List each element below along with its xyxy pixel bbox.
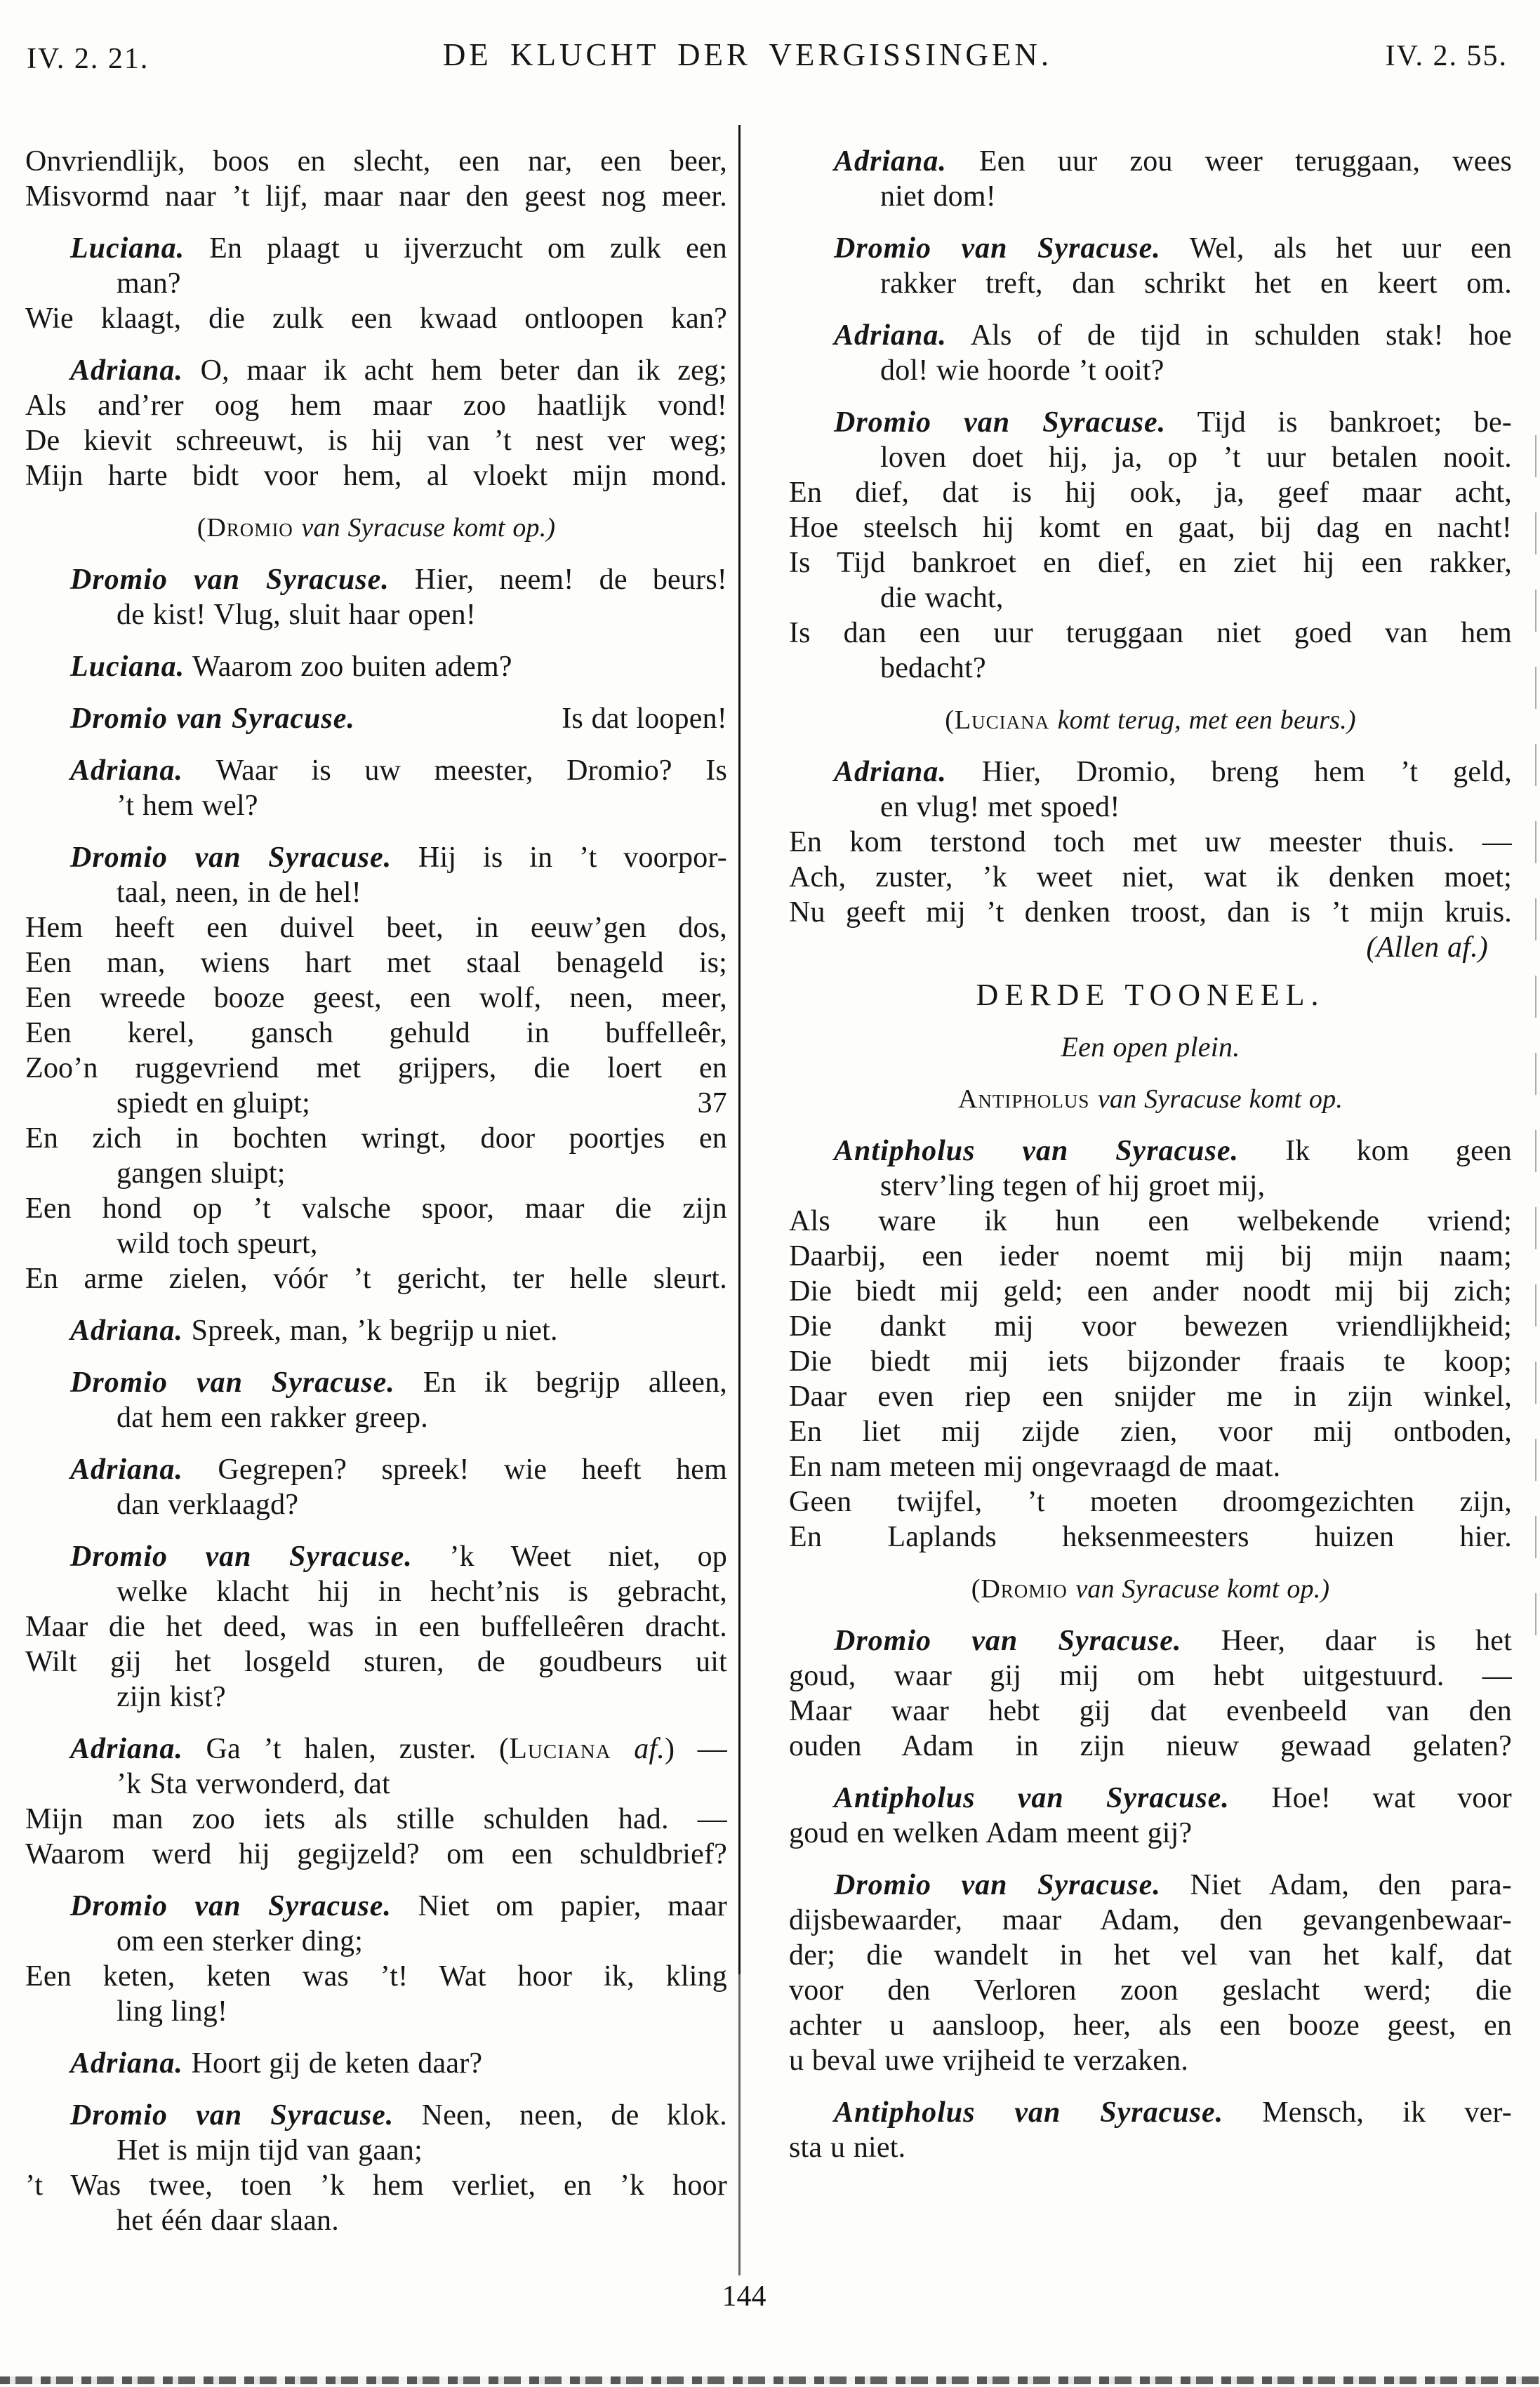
text-segment: Ga ’t halen, zuster. ( — [182, 1733, 510, 1765]
text-segment: Hier, Dromio, breng hem ’t geld, — [946, 756, 1512, 788]
speech-line — [25, 231, 727, 266]
verse-line — [789, 1449, 1512, 1484]
speech-line — [789, 405, 1512, 440]
text-segment: Ik kom geen — [1239, 1135, 1512, 1167]
text-segment: taal, neen, in de hel! — [117, 877, 361, 909]
text-segment: en vlug! met spoed! — [880, 791, 1120, 823]
text-segment: Als and’rer oog hem maar zoo haatlijk vond! — [25, 390, 727, 422]
verse-line — [25, 144, 727, 179]
verse-line — [25, 266, 727, 301]
speaker-name: Dromio van Syracuse. — [70, 1367, 395, 1399]
text-segment: het één daar slaan. — [117, 2205, 339, 2237]
text-segment: van Syracuse komt op.) — [301, 513, 556, 543]
verse-line — [789, 1938, 1512, 1973]
text-segment: sterv’ling tegen of hij groet mij, — [880, 1170, 1266, 1202]
text-segment: Die biedt mij geld; een ander noodt mij bij zich; — [789, 1275, 1512, 1308]
text-segment: (Dromio — [197, 513, 302, 543]
speaker-name: Antipholus van Syracuse. — [834, 1782, 1230, 1814]
speech-line — [789, 318, 1512, 353]
text-segment: Een open plein. — [1061, 1031, 1240, 1063]
speech-line — [25, 753, 727, 788]
verse-line — [789, 545, 1512, 580]
text-segment: af. — [611, 1733, 665, 1765]
text-segment: En zich in bochten wringt, door poortjes en — [25, 1122, 727, 1155]
verse-line — [25, 1156, 727, 1191]
text-segment: bedacht? — [880, 652, 986, 684]
text-segment: Luciana — [509, 1733, 611, 1765]
text-segment: Mijn man zoo iets als stille schulden had. — — [25, 1803, 727, 1835]
verse-line — [789, 895, 1512, 930]
stage-direction — [25, 510, 727, 545]
text-segment: die wacht, — [880, 582, 1004, 614]
verse-line — [25, 945, 727, 980]
verse-line — [789, 1274, 1512, 1309]
verse-line — [789, 1694, 1512, 1729]
verse-line — [25, 788, 727, 823]
verse-line — [25, 1086, 727, 1121]
speech-line — [789, 1133, 1512, 1169]
text-segment: Tijd is bankroet; be- — [1166, 406, 1512, 439]
verse-line — [25, 458, 727, 493]
text-segment: ’k Weet niet, op — [412, 1541, 727, 1573]
text-segment: ouden Adam in zijn nieuw gewaad gelaten? — [789, 1730, 1512, 1762]
speech-line — [25, 1452, 727, 1487]
text-column-right — [789, 144, 1512, 2165]
verse-line — [789, 651, 1512, 686]
text-segment: Onvriendlijk, boos en slecht, een nar, een beer, — [25, 145, 727, 178]
text-segment: Een man, wiens hart met staal benageld is; — [25, 947, 727, 979]
text-segment: spiedt en gluipt; — [117, 1087, 311, 1119]
text-segment: Is dan een uur teruggaan niet goed van hem — [789, 617, 1512, 649]
text-column-left — [25, 144, 727, 2238]
scan-edge-line-artifact — [1535, 435, 1536, 1663]
verse-line — [789, 440, 1512, 475]
speaker-name: Dromio van Syracuse. — [70, 1541, 413, 1573]
text-segment: Als ware ik hun een welbekende vriend; — [789, 1205, 1512, 1237]
verse-line — [25, 1574, 727, 1609]
speaker-name: Dromio van Syracuse. — [834, 406, 1167, 439]
text-segment: rakker treft, dan schrikt het en keert om. — [880, 267, 1512, 300]
text-segment: Hoort gij de keten daar? — [182, 2047, 483, 2080]
verse-line — [789, 475, 1512, 510]
text-segment: Neen, neen, de klok. — [394, 2099, 727, 2132]
verse-line — [789, 1379, 1512, 1414]
speaker-name: Adriana. — [834, 756, 947, 788]
speaker-name: Adriana. — [70, 1733, 183, 1765]
speech-line — [25, 1539, 727, 1574]
verse-line — [789, 1973, 1512, 2008]
text-segment: Wie klaagt, die zulk een kwaad ontloopen kan? — [25, 302, 727, 335]
speech-line — [789, 1868, 1512, 1903]
verse-line — [25, 2203, 727, 2238]
speech-line — [789, 231, 1512, 266]
verse-line — [25, 910, 727, 945]
speaker-name: Dromio van Syracuse. — [70, 2099, 394, 2132]
text-segment: Een kerel, gansch gehuld in buffelleêr, — [25, 1017, 727, 1049]
speaker-name: Adriana. — [70, 1315, 183, 1347]
verse-line — [25, 597, 727, 632]
text-segment: Misvormd naar ’t lijf, maar naar den geest nog meer. — [25, 180, 727, 213]
speaker-name: Dromio van Syracuse. — [70, 842, 392, 874]
speech-line — [25, 701, 727, 736]
text-segment: En Laplands heksenmeesters huizen hier. — [789, 1521, 1512, 1553]
running-title: DE KLUCHT DER VERGISSINGEN. — [442, 37, 1053, 72]
text-segment: Die biedt mij iets bijzonder fraais te koop; — [789, 1345, 1512, 1378]
text-segment: Waarom werd hij gegijzeld? om een schuldbrief? — [25, 1838, 727, 1870]
speech-line — [25, 1889, 727, 1924]
verse-line — [25, 179, 727, 214]
verse-line — [789, 1729, 1512, 1764]
verse-line — [789, 2008, 1512, 2043]
text-segment: En kom terstond toch met uw meester thuis. — — [789, 826, 1512, 858]
text-segment: sta u niet. — [789, 2132, 906, 2164]
text-segment: En ik begrijp alleen, — [394, 1367, 727, 1399]
text-segment: En liet mij zijde zien, voor mij ontboden, — [789, 1416, 1512, 1448]
verse-line — [25, 1016, 727, 1051]
verse-line — [25, 388, 727, 423]
text-segment: u beval uwe vrijheid te verzaken. — [789, 2044, 1189, 2077]
verse-line — [25, 2133, 727, 2168]
text-segment: Een uur zou weer teruggaan, wees — [946, 145, 1512, 178]
verse-line — [789, 616, 1512, 651]
text-segment: gangen sluipt; — [117, 1157, 286, 1190]
text-segment: Mijn harte bidt voor hem, al vloekt mijn mond. — [25, 460, 727, 492]
verse-line — [789, 353, 1512, 388]
text-segment: van Syracuse komt op. — [1097, 1084, 1343, 1114]
text-segment: Maar waar hebt gij dat evenbeeld van den — [789, 1695, 1512, 1727]
speech-line — [25, 1365, 727, 1400]
verse-line — [789, 179, 1512, 214]
verse-line — [25, 1959, 727, 1994]
verse-line — [25, 1226, 727, 1261]
inline-right-text: Is dat loopen! — [562, 703, 727, 735]
speech-line — [25, 353, 727, 388]
text-segment: de kist! Vlug, sluit haar open! — [117, 599, 477, 631]
text-segment: Geen twijfel, ’t moeten droomgezichten zijn, — [789, 1486, 1512, 1518]
text-segment: Het is mijn tijd van gaan; — [117, 2134, 423, 2167]
text-segment: En arme zielen, vóór ’t gericht, ter helle sleurt. — [25, 1263, 727, 1295]
verse-line — [25, 1767, 727, 1802]
scene-location — [789, 1030, 1512, 1065]
text-segment: Zoo’n ruggevriend met grijpers, die loert en — [25, 1052, 727, 1084]
speaker-name: Dromio van Syracuse. — [70, 564, 390, 596]
verse-line — [789, 2043, 1512, 2078]
text-segment: man? — [117, 267, 181, 300]
speaker-name: Dromio van Syracuse. — [834, 1869, 1161, 1901]
speaker-name: Luciana. — [70, 651, 185, 683]
speaker-name: Adriana. — [70, 354, 183, 387]
text-segment: Die dankt mij voor bewezen vriendlijkheid; — [789, 1310, 1512, 1343]
verse-number: 37 — [697, 1087, 727, 1119]
text-segment: Een keten, keten was ’t! Wat hoor ik, kling — [25, 1960, 727, 1993]
verse-line — [25, 2168, 727, 2203]
column-divider-rule — [738, 125, 741, 2275]
text-segment: (Dromio — [971, 1574, 1076, 1604]
speaker-name: Adriana. — [70, 1454, 183, 1486]
verse-line — [25, 875, 727, 910]
speaker-name: Adriana. — [834, 145, 947, 178]
text-segment: niet dom! — [880, 180, 996, 213]
text-segment: ’t Was twee, toen ’k hem verliet, en ’k hoor — [25, 2169, 727, 2202]
text-segment: En plaagt u ijverzucht om zulk een — [185, 232, 727, 265]
text-segment: Wilt gij het losgeld sturen, de goudbeurs uit — [25, 1646, 727, 1678]
verse-line — [25, 1051, 727, 1086]
text-segment: loven doet hij, ja, op ’t uur betalen nooit. — [880, 441, 1512, 474]
verse-line — [25, 1121, 727, 1156]
verse-line — [789, 1903, 1512, 1938]
text-segment: Een wreede booze geest, een wolf, neen, meer, — [25, 982, 727, 1014]
speech-line — [25, 840, 727, 875]
stage-direction — [789, 703, 1512, 738]
text-segment: Daar even riep een snijder me in zijn winkel, — [789, 1381, 1512, 1413]
verse-line — [789, 860, 1512, 895]
text-segment: (Luciana — [945, 705, 1058, 735]
text-segment: Hoe steelsch hij komt en gaat, bij dag en nacht! — [789, 512, 1512, 544]
verse-line — [789, 825, 1512, 860]
text-segment: dat hem een rakker greep. — [117, 1402, 428, 1434]
text-segment: der; die wandelt in het vel van het kalf, dat — [789, 1939, 1512, 1972]
act-scene-locator-left: IV. 2. 21. — [27, 43, 150, 75]
verse-line — [25, 1400, 727, 1435]
verse-line — [789, 266, 1512, 301]
speech-line — [25, 2046, 727, 2081]
text-segment: om een sterker ding; — [117, 1925, 364, 1957]
text-segment: Antipholus — [957, 1084, 1098, 1114]
verse-line — [789, 580, 1512, 616]
text-segment: Wel, als het uur een — [1160, 232, 1512, 265]
text-segment: ’k Sta verwonderd, dat — [117, 1768, 390, 1800]
speech-line — [25, 1731, 727, 1767]
speech-line — [25, 1313, 727, 1348]
verse-line — [789, 1309, 1512, 1344]
text-segment: DERDE TOONEEL. — [976, 978, 1325, 1012]
speech-line — [789, 1623, 1512, 1658]
text-segment: Als of de tijd in schulden stak! hoe — [946, 319, 1512, 352]
verse-line — [25, 423, 727, 458]
text-segment: (Allen af.) — [1366, 931, 1488, 964]
page-number: 144 — [722, 2280, 766, 2313]
text-segment: De kievit schreeuwt, is hij van ’t nest ver weg; — [25, 425, 727, 457]
verse-line — [25, 1261, 727, 1296]
text-segment: welke klacht hij in hecht’nis is gebracht, — [117, 1576, 727, 1608]
text-segment: Waar is uw meester, Dromio? Is — [182, 754, 727, 787]
stage-direction — [789, 1571, 1512, 1607]
verse-line — [789, 1169, 1512, 1204]
page-header — [0, 32, 1540, 74]
verse-line — [789, 1520, 1512, 1555]
text-segment: Mensch, ik ver- — [1223, 2096, 1512, 2129]
verse-line — [25, 1644, 727, 1680]
speaker-name: Dromio van Syracuse. — [70, 1890, 392, 1922]
speech-line — [789, 754, 1512, 790]
text-segment: dan verklaagd? — [117, 1489, 299, 1521]
text-segment: O, maar ik acht hem beter dan ik zeg; — [182, 354, 727, 387]
scene-heading — [789, 978, 1512, 1013]
text-segment: Nu geeft mij ’t denken troost, dan is ’t mijn kruis. — [789, 896, 1512, 929]
text-segment: ) — — [665, 1733, 727, 1765]
speech-line — [789, 1781, 1512, 1816]
act-scene-locator-right: IV. 2. 55. — [1385, 40, 1508, 72]
verse-line — [789, 1204, 1512, 1239]
text-segment: Ach, zuster, ’k weet niet, wat ik denken moet; — [789, 861, 1512, 893]
verse-line — [25, 1994, 727, 2029]
speech-line — [25, 562, 727, 597]
speaker-name: Luciana. — [70, 232, 185, 265]
verse-line — [789, 1344, 1512, 1379]
text-segment: dijsbewaarder, maar Adam, den gevangenbewaar- — [789, 1904, 1512, 1936]
text-segment: Daarbij, een ieder noemt mij bij mijn naam; — [789, 1240, 1512, 1272]
verse-line — [789, 1484, 1512, 1520]
text-segment: van Syracuse komt op.) — [1075, 1574, 1330, 1604]
text-segment: ’t hem wel? — [117, 790, 258, 822]
speech-line — [25, 2098, 727, 2133]
speaker-name: Adriana. — [70, 2047, 183, 2080]
speaker-name: Antipholus van Syracuse. — [834, 1135, 1240, 1167]
verse-line — [789, 1816, 1512, 1851]
stage-direction — [789, 1082, 1512, 1117]
text-segment: wild toch speurt, — [117, 1228, 318, 1260]
verse-line — [789, 1658, 1512, 1694]
text-segment: goud, waar gij mij om hebt uitgestuurd. — — [789, 1660, 1512, 1692]
verse-line — [25, 1487, 727, 1522]
text-segment: Een hond op ’t valsche spoor, maar die zijn — [25, 1192, 727, 1225]
text-segment: Niet Adam, den para- — [1160, 1869, 1512, 1901]
scan-bottom-edge-artifact — [0, 2376, 1540, 2384]
verse-line — [25, 1802, 727, 1837]
speaker-name: Adriana. — [70, 754, 183, 787]
text-segment: Hier, neem! de beurs! — [389, 564, 727, 596]
text-segment: Hem heeft een duivel beet, in eeuw’gen dos, — [25, 912, 727, 944]
text-segment: goud en welken Adam meent gij? — [789, 1817, 1193, 1849]
text-segment: Is Tijd bankroet en dief, en ziet hij een rakker, — [789, 547, 1512, 579]
text-segment: voor den Verloren zoon geslacht werd; die — [789, 1974, 1512, 2007]
speech-line — [789, 144, 1512, 179]
verse-line — [25, 1837, 727, 1872]
verse-line — [25, 1680, 727, 1715]
text-segment: Heer, daar is het — [1181, 1625, 1512, 1657]
text-segment: komt terug, met een beurs.) — [1057, 705, 1356, 735]
verse-line — [789, 510, 1512, 545]
speaker-name: Dromio van Syracuse. — [834, 232, 1161, 265]
verse-line — [25, 1191, 727, 1226]
text-segment: ling ling! — [117, 1995, 228, 2028]
text-segment: zijn kist? — [117, 1681, 226, 1713]
text-segment: En dief, dat is hij ook, ja, geef maar acht, — [789, 477, 1512, 509]
text-segment: En nam meteen mij ongevraagd de maat. — [789, 1451, 1281, 1483]
text-segment: achter u aansloop, heer, als een booze geest, en — [789, 2009, 1512, 2042]
verse-line — [25, 301, 727, 336]
verse-line — [25, 1609, 727, 1644]
verse-line — [789, 1239, 1512, 1274]
text-segment: Gegrepen? spreek! wie heeft hem — [182, 1454, 727, 1486]
speaker-name: Dromio van Syracuse. — [834, 1625, 1182, 1657]
text-segment: Maar die het deed, was in een buffelleêren dracht. — [25, 1611, 727, 1643]
verse-line — [789, 2130, 1512, 2165]
speaker-name: Adriana. — [834, 319, 947, 352]
speech-line — [25, 649, 727, 684]
text-segment: Spreek, man, ’k begrijp u niet. — [182, 1315, 558, 1347]
verse-line — [789, 790, 1512, 825]
speaker-name: Antipholus van Syracuse. — [834, 2096, 1224, 2129]
text-segment: Hoe! wat voor — [1229, 1782, 1512, 1814]
text-segment: Hij is in ’t voorpor- — [392, 842, 727, 874]
text-segment: Niet om papier, maar — [391, 1890, 727, 1922]
speech-line — [789, 2095, 1512, 2130]
speaker-name: Dromio van Syracuse. — [70, 703, 355, 735]
verse-line — [789, 1414, 1512, 1449]
verse-line — [25, 980, 727, 1016]
verse-line — [25, 1924, 727, 1959]
text-segment: Waarom zoo buiten adem? — [185, 651, 512, 683]
text-segment: dol! wie hoorde ’t ooit? — [880, 354, 1164, 387]
exit-direction — [789, 930, 1512, 965]
